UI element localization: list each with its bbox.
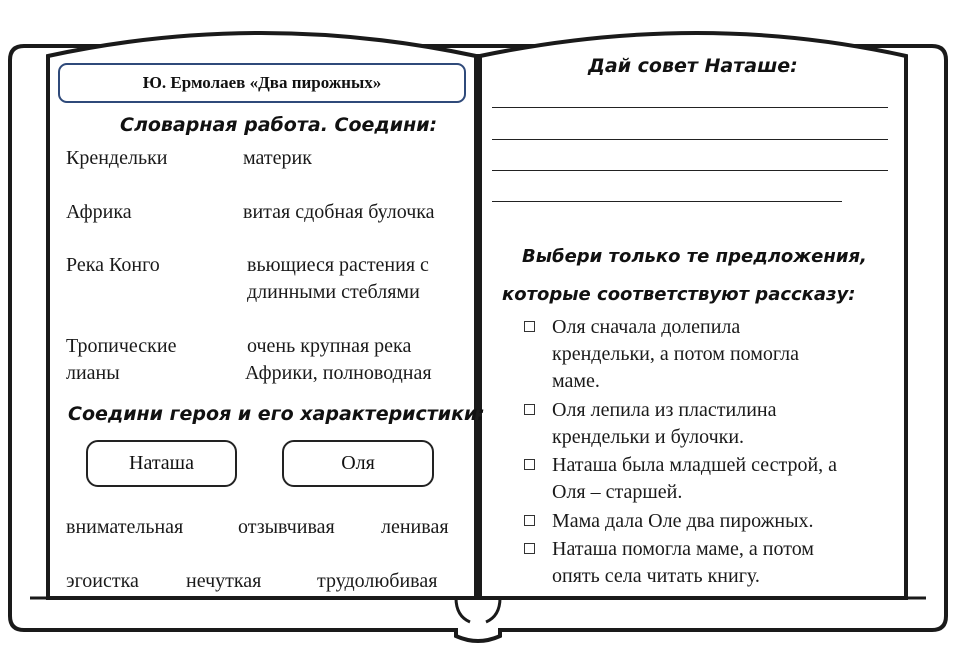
advice-heading: Дай совет Наташе:: [588, 55, 798, 77]
hero-natasha[interactable]: Наташа: [86, 440, 237, 487]
statement-line: крендельки, а потом помогла: [552, 343, 799, 365]
vocab-heading: Словарная работа. Соедини:: [120, 114, 438, 136]
answer-line[interactable]: [492, 107, 888, 108]
trait[interactable]: ленивая: [381, 516, 449, 538]
statement-line: опять села читать книгу.: [552, 565, 760, 587]
choose-heading: Выбери только те предложения,: [522, 246, 867, 267]
trait[interactable]: трудолюбивая: [317, 570, 438, 592]
vocab-definition: витая сдобная булочка: [243, 201, 435, 223]
story-title: Ю. Ермолаев «Два пирожных»: [58, 63, 466, 103]
statement-line: Оля сначала долепила: [552, 316, 741, 338]
trait[interactable]: эгоистка: [66, 570, 139, 592]
vocab-definition: очень крупная река: [247, 335, 412, 357]
hero-olya[interactable]: Оля: [282, 440, 434, 487]
statement-line: Наташа помогла маме, а потом: [552, 538, 814, 560]
vocab-word: лианы: [66, 362, 120, 384]
trait[interactable]: внимательная: [66, 516, 184, 538]
answer-line[interactable]: [492, 201, 842, 202]
vocab-word: Река Конго: [66, 254, 160, 276]
answer-line[interactable]: [492, 139, 888, 140]
vocab-word: Тропические: [66, 335, 177, 357]
statement-line: Оля лепила из пластилина: [552, 399, 777, 421]
choose-heading: которые соответствуют рассказу:: [502, 284, 856, 305]
checkbox[interactable]: [524, 459, 535, 470]
statement-line: маме.: [552, 370, 600, 392]
checkbox[interactable]: [524, 321, 535, 332]
vocab-definition: Африки, полноводная: [245, 362, 432, 384]
statement-line: Наташа была младшей сестрой, а: [552, 454, 838, 476]
vocab-definition: вьющиеся растения с: [247, 254, 429, 276]
checkbox[interactable]: [524, 515, 535, 526]
statement-line: Оля – старшей.: [552, 481, 683, 503]
trait[interactable]: отзывчивая: [238, 516, 335, 538]
answer-line[interactable]: [492, 170, 888, 171]
checkbox[interactable]: [524, 543, 535, 554]
trait[interactable]: нечуткая: [186, 570, 262, 592]
vocab-word: Крендельки: [66, 147, 168, 169]
vocab-definition: материк: [243, 147, 312, 169]
heroes-heading: Соедини героя и его характеристики:: [68, 403, 485, 425]
statement-line: крендельки и булочки.: [552, 426, 745, 448]
checkbox[interactable]: [524, 404, 535, 415]
vocab-word: Африка: [66, 201, 132, 223]
statement-line: Мама дала Оле два пирожных.: [552, 510, 814, 532]
vocab-definition: длинными стеблями: [247, 281, 420, 303]
